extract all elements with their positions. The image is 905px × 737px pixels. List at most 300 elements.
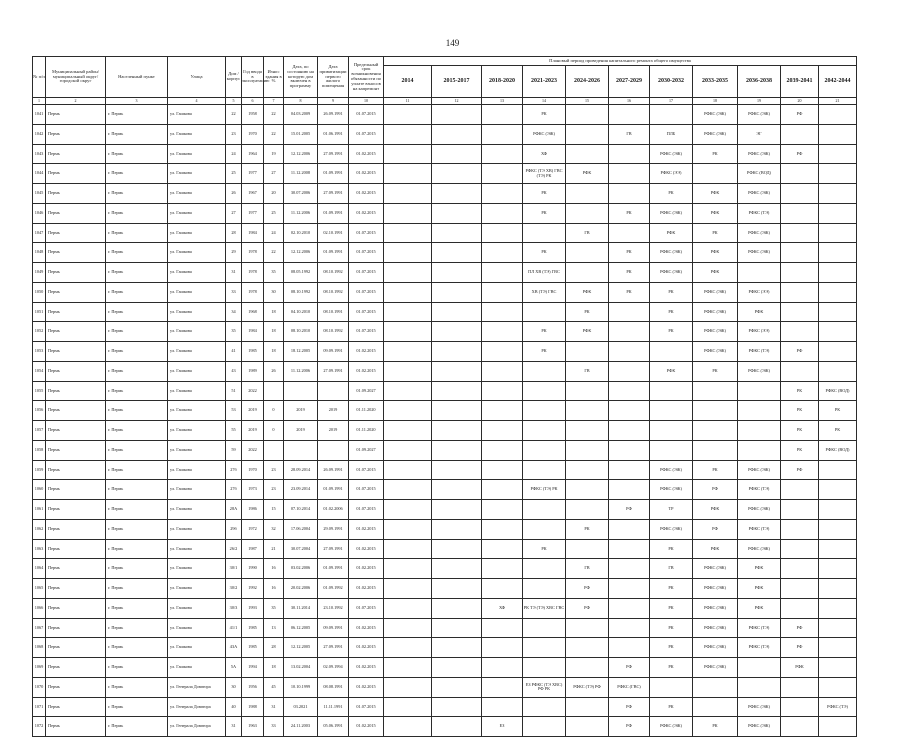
cell-house: 35: [226, 322, 242, 342]
cell-settlement: г. Пермь: [106, 519, 168, 539]
table-row: [33, 421, 857, 441]
cell-period-2042-2044: [819, 638, 857, 658]
cell-period-2021-2023: [523, 697, 566, 717]
cell-date-included: 02.10.2010: [284, 223, 318, 243]
cell-house: 30: [226, 677, 242, 697]
cell-date-privatization: 01.09.1991: [318, 203, 349, 223]
cell-period-2030-2032: [650, 421, 693, 441]
cell-wear: 45: [264, 677, 284, 697]
cell-house: 31: [226, 263, 242, 283]
cell-period-2030-2032: ГВ: [650, 559, 693, 579]
cell-year-built: 2022: [242, 381, 264, 401]
cell-deadline: 01.07.2015: [349, 105, 384, 125]
cell-period-2030-2032: ТР: [650, 500, 693, 520]
table-row: [33, 559, 857, 579]
cell-date-included: 13.02.2004: [284, 658, 318, 678]
cell-house: 22: [226, 105, 242, 125]
cell-date-included: 08.10.2010: [284, 322, 318, 342]
table-row: [33, 322, 857, 342]
cell-date-privatization: 08.10.1992: [318, 322, 349, 342]
cell-period-2036-2038: РФКС (ЭЖ): [738, 184, 781, 204]
cell-street: ул. Генерала Доватора: [168, 697, 226, 717]
cell-period-2033-2035: РФКС (ЭЖ): [693, 342, 738, 362]
cell-period-2030-2032: [650, 381, 693, 401]
cell-period-2024-2026: РК: [566, 519, 609, 539]
cell-wear: 0: [264, 421, 284, 441]
cell-house: 27: [226, 203, 242, 223]
cell-period-2018-2020: [482, 618, 523, 638]
cell-date-included: 30.07.2006: [284, 184, 318, 204]
cell-period-2014: [384, 144, 432, 164]
cell-period-2036-2038: РФКС (ЭЖ): [738, 144, 781, 164]
cell-period-2027-2029: [609, 480, 650, 500]
cell-municipality: Пермь: [46, 401, 106, 421]
cell-deadline: 01.02.2015: [349, 559, 384, 579]
cell-house: 30/2: [226, 579, 242, 599]
cell-period-2036-2038: РФКС (ЭЖ): [738, 243, 781, 263]
header-date-privatization: Дата приватизации первого жилого помещения: [318, 57, 349, 98]
cell-year-built: 1978: [242, 243, 264, 263]
cell-house: 25: [226, 164, 242, 184]
cell-date-privatization: 2019: [318, 421, 349, 441]
table-row: [33, 440, 857, 460]
cell-period-2021-2023: [523, 519, 566, 539]
cell-period-2042-2044: [819, 203, 857, 223]
cell-date-included: 12.12.2006: [284, 243, 318, 263]
cell-municipality: Пермь: [46, 539, 106, 559]
cell-wear: 15: [264, 500, 284, 520]
cell-settlement: г. Пермь: [106, 342, 168, 362]
cell-period-2036-2038: [738, 401, 781, 421]
cell-deadline: 01.02.2015: [349, 203, 384, 223]
cell-date-privatization: 01.02.2006: [318, 500, 349, 520]
cell-period-2015-2017: [432, 421, 482, 441]
cell-period-2030-2032: РК: [650, 322, 693, 342]
cell-period-2030-2032: РФК: [650, 361, 693, 381]
cell-wear: 13: [264, 618, 284, 638]
cell-municipality: Пермь: [46, 677, 106, 697]
cell-settlement: г. Пермь: [106, 460, 168, 480]
cell-period-2014: [384, 184, 432, 204]
cell-date-included: [284, 440, 318, 460]
cell-no: 1068: [33, 638, 46, 658]
cell-period-2027-2029: [609, 144, 650, 164]
cell-municipality: Пермь: [46, 282, 106, 302]
cell-period-2027-2029: [609, 559, 650, 579]
cell-period-2015-2017: [432, 124, 482, 144]
cell-period-2036-2038: РФКС (ЭЭ): [738, 322, 781, 342]
cell-period-2014: [384, 322, 432, 342]
cell-no: 1061: [33, 500, 46, 520]
cell-street: ул. Гашкова: [168, 539, 226, 559]
cell-period-2039-2041: РФК: [781, 658, 819, 678]
cell-deadline: 01.02.2015: [349, 658, 384, 678]
cell-street: ул. Гашкова: [168, 144, 226, 164]
column-number: 7: [264, 98, 284, 105]
cell-house: 31: [226, 717, 242, 737]
column-number: 21: [819, 98, 857, 105]
cell-street: ул. Гашкова: [168, 658, 226, 678]
page-number: 149: [445, 38, 460, 48]
cell-period-2014: [384, 579, 432, 599]
cell-street: ул. Гашкова: [168, 421, 226, 441]
cell-period-2039-2041: [781, 203, 819, 223]
cell-period-2014: [384, 519, 432, 539]
cell-settlement: г. Пермь: [106, 717, 168, 737]
cell-period-2033-2035: РФК: [693, 243, 738, 263]
cell-municipality: Пермь: [46, 559, 106, 579]
cell-period-2036-2038: [738, 677, 781, 697]
cell-date-privatization: 08.10.1991: [318, 302, 349, 322]
cell-no: 1057: [33, 421, 46, 441]
header-settlement: Населенный пункт: [106, 57, 168, 98]
cell-year-built: 1993: [242, 598, 264, 618]
cell-year-built: 1978: [242, 282, 264, 302]
cell-wear: 28: [264, 638, 284, 658]
cell-period-2024-2026: РФК: [566, 282, 609, 302]
cell-no: 1046: [33, 203, 46, 223]
cell-date-included: 11.12.2006: [284, 203, 318, 223]
header-period-2018-2020: 2018-2020: [482, 66, 523, 98]
cell-year-built: 1989: [242, 361, 264, 381]
cell-no: 1049: [33, 263, 46, 283]
table-row: [33, 677, 857, 697]
cell-no: 1062: [33, 519, 46, 539]
cell-settlement: г. Пермь: [106, 539, 168, 559]
cell-wear: 18: [264, 302, 284, 322]
cell-period-2036-2038: РФКС (ЭЖ): [738, 460, 781, 480]
cell-period-2030-2032: РФКС (ЭЭ): [650, 164, 693, 184]
cell-period-2036-2038: РФКС (ТЭ): [738, 342, 781, 362]
cell-period-2039-2041: [781, 361, 819, 381]
cell-deadline: 01.02.2015: [349, 638, 384, 658]
cell-period-2018-2020: [482, 105, 523, 125]
cell-period-2018-2020: [482, 263, 523, 283]
cell-municipality: Пермь: [46, 638, 106, 658]
cell-street: ул. Гашкова: [168, 342, 226, 362]
cell-municipality: Пермь: [46, 144, 106, 164]
table-row: [33, 717, 857, 737]
cell-wear: 35: [264, 263, 284, 283]
cell-settlement: г. Пермь: [106, 164, 168, 184]
column-number: 2: [46, 98, 106, 105]
cell-period-2021-2023: [523, 381, 566, 401]
cell-period-2021-2023: РК: [523, 203, 566, 223]
cell-year-built: 1977: [242, 164, 264, 184]
cell-period-2021-2023: РФКС (ТЭ ХВ) ГВС (ТЭ) РК: [523, 164, 566, 184]
cell-period-2024-2026: [566, 401, 609, 421]
cell-municipality: Пермь: [46, 302, 106, 322]
cell-period-2036-2038: [738, 421, 781, 441]
cell-period-2024-2026: [566, 658, 609, 678]
column-number: 10: [349, 98, 384, 105]
cell-date-privatization: 08.10.1992: [318, 282, 349, 302]
cell-wear: 26: [264, 361, 284, 381]
cell-wear: 20: [264, 184, 284, 204]
cell-period-2036-2038: РФКС (ЭЖ): [738, 539, 781, 559]
cell-period-2027-2029: [609, 519, 650, 539]
cell-date-included: 03.02.2006: [284, 559, 318, 579]
cell-date-included: 08.05.1992: [284, 263, 318, 283]
cell-date-privatization: 29.09.1991: [318, 519, 349, 539]
cell-date-included: [284, 381, 318, 401]
cell-period-2039-2041: [781, 579, 819, 599]
cell-period-2036-2038: РФКС (ЭЖ): [738, 223, 781, 243]
cell-date-included: 11.12.2008: [284, 164, 318, 184]
cell-period-2039-2041: [781, 282, 819, 302]
table-row: [33, 579, 857, 599]
cell-period-2027-2029: [609, 322, 650, 342]
cell-deadline: 01.02.2015: [349, 677, 384, 697]
cell-period-2033-2035: РФ: [693, 480, 738, 500]
cell-deadline: 01.07.2015: [349, 263, 384, 283]
column-number: 14: [523, 98, 566, 105]
header-wear: Износ здания в %: [264, 57, 284, 98]
cell-period-2014: [384, 618, 432, 638]
cell-period-2018-2020: [482, 361, 523, 381]
cell-deadline: 01.07.2015: [349, 480, 384, 500]
cell-period-2018-2020: [482, 342, 523, 362]
cell-municipality: Пермь: [46, 164, 106, 184]
cell-date-privatization: 09.09.1991: [318, 618, 349, 638]
cell-street: ул. Гашкова: [168, 243, 226, 263]
cell-settlement: г. Пермь: [106, 124, 168, 144]
cell-municipality: Пермь: [46, 342, 106, 362]
cell-period-2033-2035: [693, 677, 738, 697]
cell-period-2015-2017: [432, 302, 482, 322]
cell-period-2018-2020: [482, 480, 523, 500]
cell-settlement: г. Пермь: [106, 697, 168, 717]
cell-settlement: г. Пермь: [106, 243, 168, 263]
cell-street: ул. Гашкова: [168, 559, 226, 579]
cell-period-2027-2029: [609, 223, 650, 243]
cell-date-privatization: 26.09.1991: [318, 460, 349, 480]
cell-period-2036-2038: РФКС (ВОД): [738, 164, 781, 184]
cell-period-2039-2041: [781, 539, 819, 559]
cell-period-2039-2041: РК: [781, 381, 819, 401]
cell-period-2027-2029: [609, 421, 650, 441]
cell-period-2014: [384, 203, 432, 223]
cell-municipality: Пермь: [46, 480, 106, 500]
cell-period-2021-2023: РК: [523, 105, 566, 125]
cell-period-2018-2020: [482, 401, 523, 421]
cell-deadline: 01.09.2027: [349, 381, 384, 401]
cell-no: 1071: [33, 697, 46, 717]
cell-period-2015-2017: [432, 677, 482, 697]
cell-date-included: 08.10.1992: [284, 282, 318, 302]
cell-period-2014: [384, 539, 432, 559]
cell-municipality: Пермь: [46, 263, 106, 283]
table-row: [33, 539, 857, 559]
cell-period-2014: [384, 717, 432, 737]
cell-date-privatization: 01.09.1991: [318, 480, 349, 500]
cell-period-2042-2044: [819, 519, 857, 539]
cell-period-2033-2035: РК: [693, 223, 738, 243]
cell-period-2039-2041: [781, 598, 819, 618]
cell-date-privatization: 01.09.1991: [318, 164, 349, 184]
cell-deadline: 01.07.2015: [349, 223, 384, 243]
cell-year-built: 1985: [242, 638, 264, 658]
cell-period-2018-2020: [482, 677, 523, 697]
table-row: [33, 243, 857, 263]
cell-period-2024-2026: [566, 342, 609, 362]
cell-settlement: г. Пермь: [106, 144, 168, 164]
cell-period-2042-2044: [819, 263, 857, 283]
cell-period-2036-2038: РФК: [738, 302, 781, 322]
cell-period-2021-2023: [523, 500, 566, 520]
cell-deadline: 01.07.2015: [349, 243, 384, 263]
header-period-2036-2038: 2036-2038: [738, 66, 781, 98]
cell-municipality: Пермь: [46, 421, 106, 441]
header-period-2015-2017: 2015-2017: [432, 66, 482, 98]
cell-period-2018-2020: [482, 164, 523, 184]
cell-period-2042-2044: [819, 480, 857, 500]
cell-period-2036-2038: РФКС (ЭЖ): [738, 697, 781, 717]
cell-period-2021-2023: РФКС (ЭЖ): [523, 124, 566, 144]
cell-period-2030-2032: РФКС (ЭЖ): [650, 144, 693, 164]
cell-date-privatization: 01.06.1991: [318, 124, 349, 144]
cell-period-2018-2020: [482, 223, 523, 243]
cell-house: 29: [226, 243, 242, 263]
cell-period-2042-2044: [819, 302, 857, 322]
cell-municipality: Пермь: [46, 361, 106, 381]
cell-period-2036-2038: РФКС (ЭЖ): [738, 105, 781, 125]
cell-period-2015-2017: [432, 105, 482, 125]
cell-period-2036-2038: [738, 658, 781, 678]
cell-settlement: г. Пермь: [106, 559, 168, 579]
cell-house: 53: [226, 401, 242, 421]
cell-house: 23: [226, 124, 242, 144]
cell-period-2015-2017: [432, 144, 482, 164]
cell-date-included: 12.12.2006: [284, 144, 318, 164]
cell-date-included: 23.09.2014: [284, 480, 318, 500]
cell-year-built: 1985: [242, 342, 264, 362]
cell-settlement: г. Пермь: [106, 440, 168, 460]
table-row: [33, 203, 857, 223]
cell-period-2030-2032: РК: [650, 539, 693, 559]
cell-house: 43: [226, 361, 242, 381]
cell-period-2027-2029: [609, 579, 650, 599]
header-period-2027-2029: 2027-2029: [609, 66, 650, 98]
cell-period-2014: [384, 401, 432, 421]
cell-period-2033-2035: РФКС (ЭЖ): [693, 618, 738, 638]
cell-period-2039-2041: РФ: [781, 638, 819, 658]
cell-date-privatization: 27.09.1991: [318, 361, 349, 381]
cell-year-built: 1986: [242, 500, 264, 520]
cell-no: 1044: [33, 164, 46, 184]
header-municipality: Муниципальный район/ муниципальный округ/ городской округ: [46, 57, 106, 98]
cell-period-2042-2044: РК: [819, 421, 857, 441]
column-number: 18: [693, 98, 738, 105]
header-year-built: Год ввода в эксплуатацию: [242, 57, 264, 98]
cell-period-2024-2026: [566, 144, 609, 164]
cell-municipality: Пермь: [46, 618, 106, 638]
cell-date-privatization: 05.06.1991: [318, 717, 349, 737]
cell-period-2014: [384, 263, 432, 283]
cell-period-2027-2029: [609, 460, 650, 480]
cell-date-privatization: 27.09.1991: [318, 539, 349, 559]
cell-period-2033-2035: [693, 381, 738, 401]
cell-period-2027-2029: [609, 361, 650, 381]
cell-street: ул. Гашкова: [168, 598, 226, 618]
cell-house: 24: [226, 144, 242, 164]
cell-no: 1054: [33, 361, 46, 381]
table-row: [33, 361, 857, 381]
column-number: 4: [168, 98, 226, 105]
cell-no: 1056: [33, 401, 46, 421]
cell-municipality: Пермь: [46, 658, 106, 678]
cell-deadline: 01.07.2015: [349, 500, 384, 520]
cell-house: 26: [226, 184, 242, 204]
cell-period-2033-2035: РК: [693, 460, 738, 480]
cell-period-2024-2026: [566, 460, 609, 480]
cell-period-2033-2035: [693, 440, 738, 460]
cell-deadline: 01.02.2015: [349, 361, 384, 381]
cell-period-2014: [384, 480, 432, 500]
cell-period-2039-2041: [781, 243, 819, 263]
header-period-2042-2044: 2042-2044: [819, 66, 857, 98]
cell-period-2030-2032: РК: [650, 598, 693, 618]
cell-period-2033-2035: РФК: [693, 184, 738, 204]
cell-period-2036-2038: РФКС (ЭЖ): [738, 717, 781, 737]
cell-no: 1047: [33, 223, 46, 243]
cell-period-2036-2038: РФКС (ТЭ): [738, 638, 781, 658]
column-number: 12: [432, 98, 482, 105]
column-number: 20: [781, 98, 819, 105]
table-row: [33, 638, 857, 658]
cell-period-2039-2041: [781, 184, 819, 204]
cell-period-2014: [384, 164, 432, 184]
cell-period-2027-2029: [609, 302, 650, 322]
cell-period-2015-2017: [432, 184, 482, 204]
cell-street: ул. Гашкова: [168, 460, 226, 480]
cell-period-2021-2023: [523, 223, 566, 243]
cell-period-2030-2032: [650, 401, 693, 421]
cell-settlement: г. Пермь: [106, 322, 168, 342]
column-number: 11: [384, 98, 432, 105]
cell-period-2030-2032: РК: [650, 184, 693, 204]
cell-house: 43А: [226, 638, 242, 658]
cell-period-2042-2044: [819, 500, 857, 520]
cell-period-2039-2041: [781, 559, 819, 579]
cell-no: 1072: [33, 717, 46, 737]
cell-period-2018-2020: [482, 243, 523, 263]
cell-wear: 33: [264, 717, 284, 737]
cell-period-2021-2023: [523, 440, 566, 460]
cell-period-2030-2032: РК: [650, 282, 693, 302]
cell-street: ул. Гашкова: [168, 223, 226, 243]
cell-house: 55: [226, 421, 242, 441]
cell-house: 29б: [226, 519, 242, 539]
table-row: [33, 223, 857, 243]
header-planned-period: Плановый период проведения капитального ремонта общего имущества: [384, 57, 857, 66]
cell-period-2033-2035: РФКС (ЭЖ): [693, 638, 738, 658]
cell-period-2021-2023: [523, 638, 566, 658]
cell-period-2036-2038: РФК: [738, 579, 781, 599]
column-number-row: [33, 98, 857, 105]
cell-deadline: 01.07.2015: [349, 460, 384, 480]
cell-municipality: Пермь: [46, 460, 106, 480]
cell-year-built: 2019: [242, 421, 264, 441]
cell-date-privatization: 27.09.1991: [318, 144, 349, 164]
cell-deadline: 01.11.2020: [349, 421, 384, 441]
cell-deadline: 01.02.2015: [349, 579, 384, 599]
cell-period-2024-2026: [566, 203, 609, 223]
cell-period-2030-2032: РК: [650, 618, 693, 638]
cell-year-built: 1973: [242, 480, 264, 500]
cell-period-2039-2041: РФ: [781, 105, 819, 125]
cell-period-2036-2038: ЭГ: [738, 124, 781, 144]
